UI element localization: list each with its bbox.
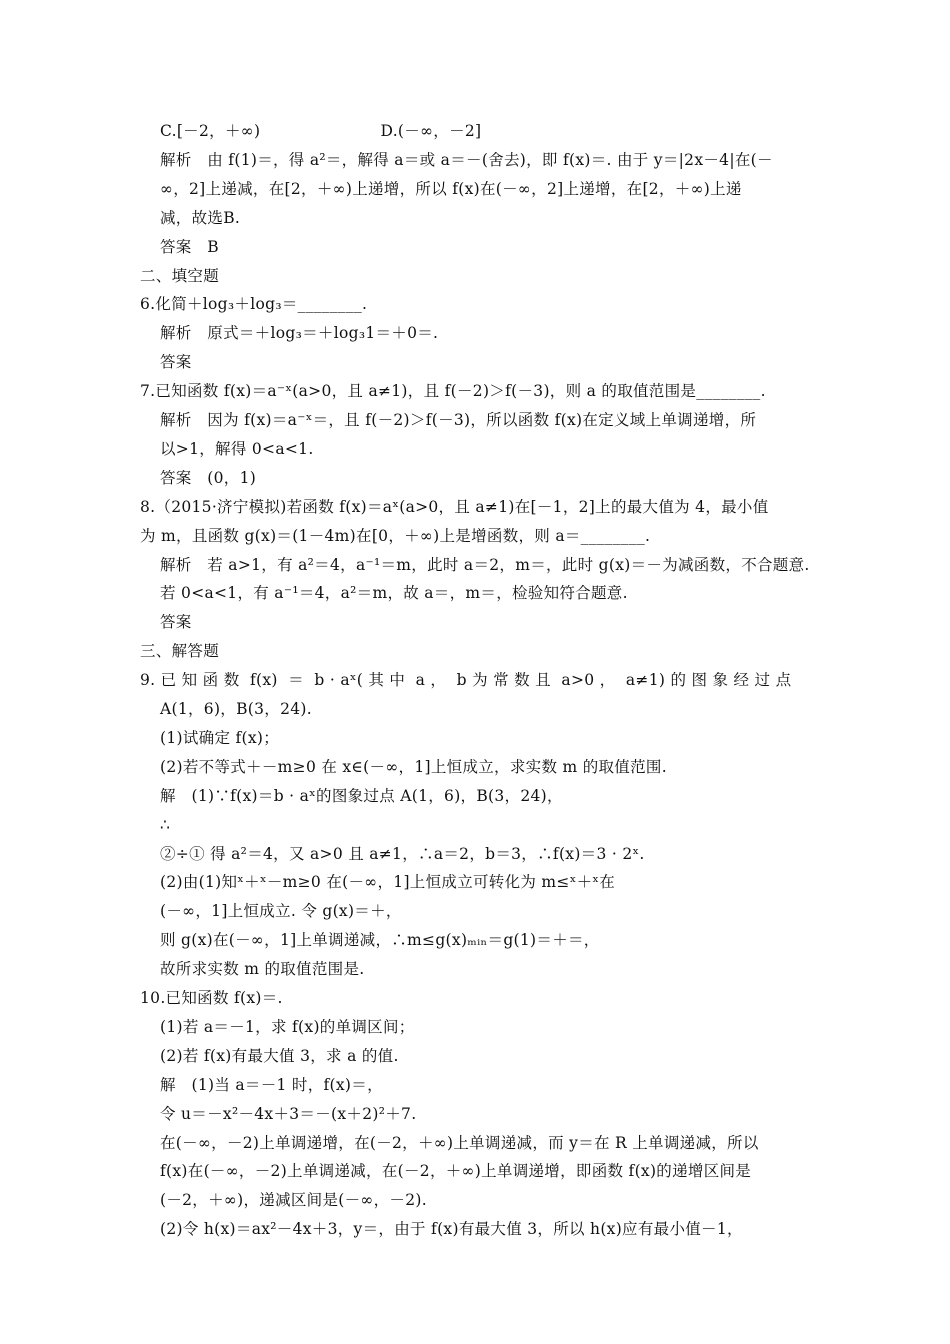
text-line: 7.已知函数 f(x)＝a⁻ˣ(a>0，且 a≠1)，且 f(－2)＞f(－3)，则 a 的取值范围是________. <box>140 382 766 401</box>
text-line: 若 0<a<1，有 a⁻¹＝4，a²＝m，故 a＝，m＝，检验知符合题意. <box>160 584 628 603</box>
text-line: 减，故选B. <box>160 208 241 227</box>
text-line: 解 (1)当 a＝－1 时，f(x)＝， <box>160 1075 383 1094</box>
text-line: 三、解答题 <box>140 642 220 661</box>
text-line: (2)由(1)知ˣ＋ˣ－m≥0 在(－∞，1]上恒成立可转化为 m≤ˣ＋ˣ在 <box>160 873 616 892</box>
text-line: 以>1，解得 0<a<1. <box>160 439 314 458</box>
text-line: (1)试确定 f(x)； <box>160 728 280 747</box>
text-line: (1)若 a＝－1，求 f(x)的单调区间； <box>160 1017 415 1036</box>
text-line: 解析 由 f(1)＝，得 a²＝，解得 a＝或 a＝－(舍去)，即 f(x)＝. 由于 y＝|2x－4|在(－ <box>160 150 773 169</box>
text-line: 二、填空题 <box>140 266 220 285</box>
text-line: 10.已知函数 f(x)＝. <box>140 989 283 1007</box>
text-line: (－∞，1]上恒成立. 令 g(x)＝＋， <box>160 902 402 921</box>
text-line: 解析 原式＝＋log₃＝＋log₃1＝＋0＝. <box>160 324 439 343</box>
text-line: 6.化简＋log₃＋log₃＝________. <box>140 295 368 314</box>
text-line: ∴ <box>160 815 171 834</box>
text-line: (2)令 h(x)＝ax²－4x＋3，y＝，由于 f(x)有最大值 3，所以 h(x)应有最小值－1， <box>160 1220 743 1239</box>
text-line: 解析 因为 f(x)＝a⁻ˣ＝，且 f(－2)＞f(－3)，所以函数 f(x)在定义域上单调递增，所 <box>160 411 757 429</box>
text-line: 9. 已 知 函 数 f(x) ＝ b · aˣ( 其 中 a ， b 为 常 数 且 a>0 ， a≠1) 的 图 象 经 过 点 <box>140 671 792 690</box>
text-line: (－2，＋∞)，递减区间是(－∞，－2). <box>160 1191 427 1210</box>
text-line: f(x)在(－∞，－2)上单调递减，在(－2，＋∞)上单调递增，即函数 f(x)的递增区间是 <box>160 1162 752 1181</box>
text-line: ∞，2]上递减，在[2，＋∞)上递增，所以 f(x)在(－∞，2]上递增，在[2，＋∞)上递 <box>160 179 742 198</box>
text-line: (2)若不等式＋－m≥0 在 x∈(－∞，1]上恒成立，求实数 m 的取值范围. <box>160 757 667 776</box>
text-line: 答案 <box>160 613 192 632</box>
text-line: 解 (1)∵f(x)＝b · aˣ的图象过点 A(1，6)，B(3，24)， <box>160 786 563 805</box>
text-line: 则 g(x)在(－∞，1]上单调递减，∴m≤g(x)ₘᵢₙ＝g(1)＝＋＝， <box>160 931 600 950</box>
text-line: 答案 B <box>160 237 219 256</box>
text-line: 故所求实数 m 的取值范围是. <box>160 960 365 979</box>
text-line: 8.（2015·济宁模拟)若函数 f(x)＝aˣ(a>0，且 a≠1)在[－1，2]上的最大值为 4，最小值 <box>140 497 769 516</box>
text-line: A(1，6)，B(3，24). <box>160 700 313 718</box>
text-line: C.[－2，＋∞) D.(－∞，－2] <box>160 122 482 140</box>
text-line: 答案 (0，1) <box>160 468 257 487</box>
text-line: (2)若 f(x)有最大值 3，求 a 的值. <box>160 1046 399 1065</box>
text-line: 为 m，且函数 g(x)＝(1－4m)在[0，＋∞)上是增函数，则 a＝________. <box>140 526 651 545</box>
text-line: ②÷① 得 a²＝4，又 a>0 且 a≠1，∴a＝2，b＝3，∴f(x)＝3 · 2ˣ. <box>160 844 645 863</box>
text-line: 答案 <box>160 353 192 372</box>
text-line: 在(－∞，－2)上单调递增，在(－2，＋∞)上单调递减，而 y＝在 R 上单调递减，所以 <box>160 1133 759 1152</box>
text-line: 令 u＝－x²－4x＋3＝－(x＋2)²＋7. <box>160 1104 417 1123</box>
text-line: 解析 若 a>1，有 a²＝4，a⁻¹＝m，此时 a＝2，m＝，此时 g(x)＝－为减函数，不合题意. <box>160 555 810 574</box>
